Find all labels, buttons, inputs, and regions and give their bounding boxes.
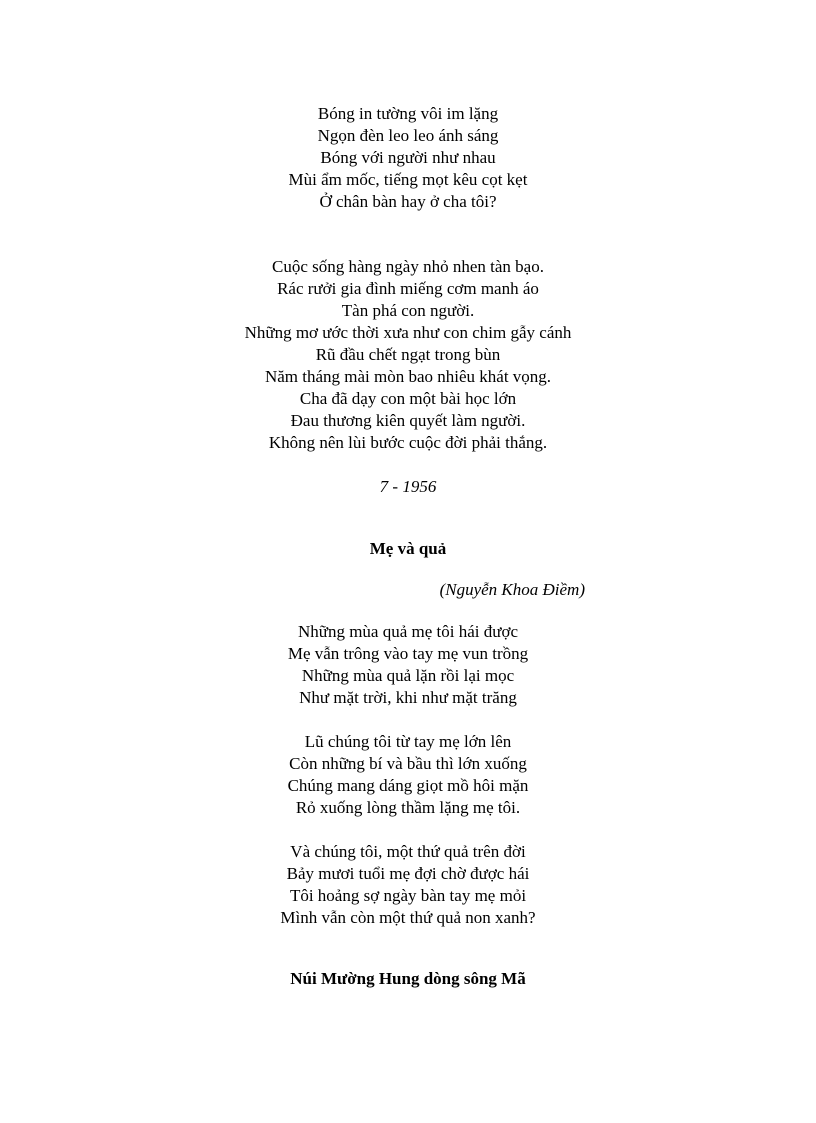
poem-line: Những mơ ước thời xưa như con chim gẫy cánh [244,323,572,342]
poem-line: Cha đã dạy con một bài học lớn [299,389,517,408]
poem-line: Ngọn đèn leo leo ánh sáng [317,126,499,145]
poem-line: Bóng in tường vôi im lặng [317,104,499,123]
poem2-stanza3 [0,841,816,929]
poem-line: Tôi hoảng sợ ngày bàn tay mẹ mỏi [289,886,527,905]
poem-line: Cuộc sống hàng ngày nhỏ nhen tàn bạo. [272,257,544,276]
poem2-stanza1 [0,621,816,709]
poem-line: Rũ đầu chết ngạt trong bùn [315,345,501,364]
poem-line: Và chúng tôi, một thứ quả trên đời [290,842,526,861]
poem-line: Mùi ẩm mốc, tiếng mọt kêu cọt kẹt [288,170,528,189]
poem-line: Chúng mang dáng giọt mồ hôi mặn [287,776,529,795]
poem1-stanza1 [0,103,816,213]
poem-line: Mẹ vẫn trông vào tay mẹ vun trồng [287,644,529,663]
poem-line: Lũ chúng tôi từ tay mẹ lớn lên [304,732,512,751]
poem3-title: Núi Mường Hung dòng sông Mã [290,969,526,988]
poem2-author: (Nguyễn Khoa Điềm) [439,580,585,599]
poem-line: Năm tháng mài mòn bao nhiêu khát vọng. [264,367,552,386]
poem-line: Bóng với người như nhau [320,148,496,167]
poem1-stanza2 [0,256,816,454]
poem-line: Bảy mươi tuổi mẹ đợi chờ được hái [286,864,530,883]
poem-line: Như mặt trời, khi như mặt trăng [299,688,517,707]
poem-line: Ở chân bàn hay ở cha tôi? [319,192,497,211]
poem-line: Còn những bí và bầu thì lớn xuống [289,754,527,773]
poem2-stanza2 [0,731,816,819]
poem-line: Những mùa quả lặn rồi lại mọc [301,666,515,685]
poem-line: Đau thương kiên quyết làm người. [290,411,526,430]
poem-line: Rác rưởi gia đình miếng cơm manh áo [277,279,539,298]
poem2-title: Mẹ và quả [369,539,447,558]
poem-line: Những mùa quả mẹ tôi hái được [297,622,519,641]
poem-line: Không nên lùi bước cuộc đời phải thắng. [268,433,548,452]
poem1-date: 7 - 1956 [379,477,437,496]
poem-line: Tàn phá con người. [341,301,475,320]
poem-line: Mình vẫn còn một thứ quả non xanh? [280,908,536,927]
poem-line: Rỏ xuống lòng thầm lặng mẹ tôi. [295,798,521,817]
